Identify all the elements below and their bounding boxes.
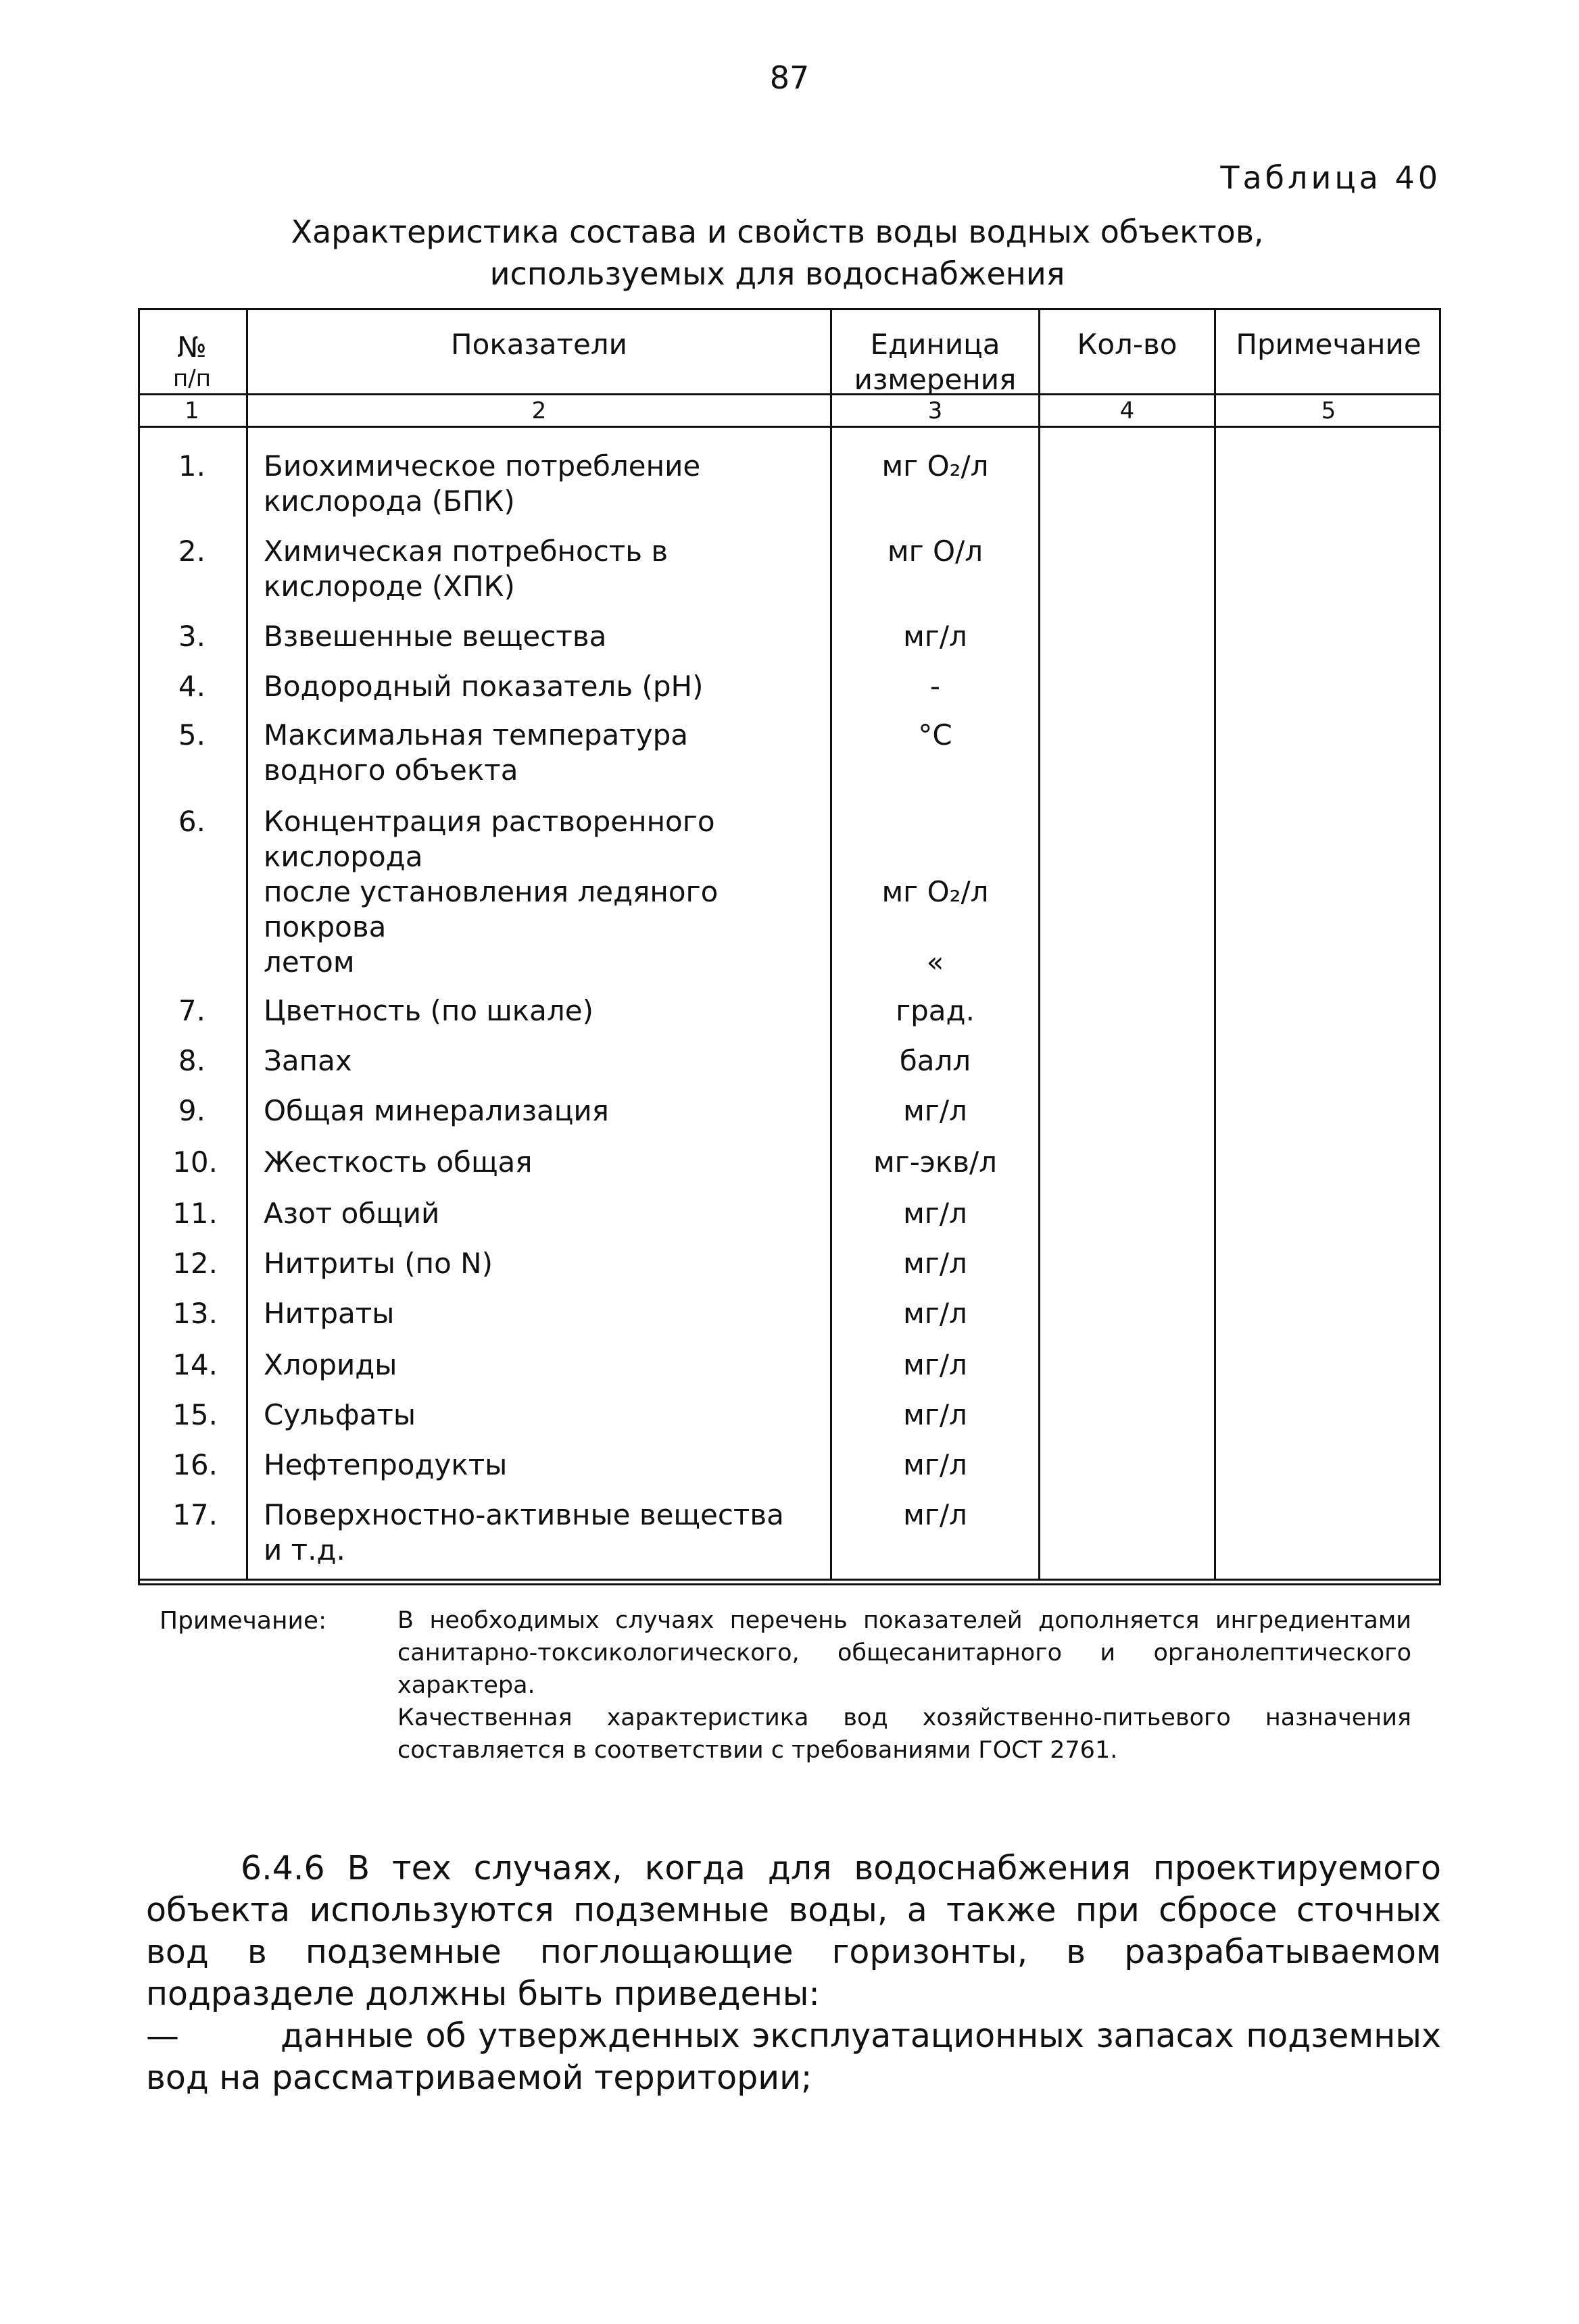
header-number <box>138 330 246 392</box>
header-indicators: Показатели <box>451 328 627 361</box>
row-number: 7. <box>178 994 205 1027</box>
body-paragraph <box>146 1848 1441 2015</box>
row-number: 15. <box>172 1398 218 1431</box>
row-indicator-line: Запах <box>264 1044 352 1077</box>
row-indicator-line: Биохимическое потребление <box>264 449 701 483</box>
row-indicator-line: Нитриты (по N) <box>264 1247 493 1280</box>
row-number: 4. <box>178 670 205 703</box>
header-index: 5 <box>1321 397 1336 424</box>
column-divider <box>1038 308 1040 1579</box>
row-indicator <box>264 1145 825 1180</box>
row-indicator-line: Хлориды <box>264 1348 397 1381</box>
row-indicator-line: после установления ледяного <box>264 875 719 908</box>
row-unit: балл <box>899 1044 971 1077</box>
column-divider <box>830 308 832 1579</box>
row-unit: мг/л <box>903 1247 967 1280</box>
row-unit: град. <box>896 994 975 1027</box>
row-number: 6. <box>178 805 205 838</box>
header-unit-line: Единица <box>870 328 1000 361</box>
row-unit: мг/л <box>903 620 967 653</box>
row-indicator <box>264 993 825 1029</box>
header-divider <box>138 393 1441 395</box>
row-indicator-line: Нитраты <box>264 1297 395 1330</box>
row-number: 1. <box>178 449 205 483</box>
header-unit <box>832 327 1038 397</box>
row-indicator <box>264 669 825 704</box>
row-unit: мг/л <box>903 1398 967 1431</box>
row-number: 17. <box>172 1498 218 1531</box>
note-paragraph: Качественная характеристика вод хозяйственно-питьевого назначения составляется в соответствии с требованиями ГОСТ 2761. <box>397 1704 1411 1764</box>
row-indicator <box>264 534 825 604</box>
row-indicator <box>264 1296 825 1331</box>
row-indicator-line: кислороде (ХПК) <box>264 570 515 603</box>
row-number: 5. <box>178 718 205 751</box>
header-number-line: № <box>177 330 207 364</box>
row-number: 8. <box>178 1044 205 1077</box>
note-divider <box>138 1579 1441 1581</box>
row-indicator <box>264 619 825 654</box>
row-unit: мг/л <box>903 1498 967 1531</box>
dash-bullet-icon: — <box>146 2017 179 2055</box>
row-indicator-line: водного объекта <box>264 753 518 787</box>
row-indicator-line: и т.д. <box>264 1533 345 1566</box>
row-indicator-line: Общая минерализация <box>264 1094 609 1127</box>
row-indicator <box>264 804 825 980</box>
row-unit: мг-экв/л <box>873 1145 998 1179</box>
table-title-line: Характеристика состава и свойств воды водных объектов, <box>291 214 1264 250</box>
row-unit: - <box>929 670 941 703</box>
row-indicator-line: Сульфаты <box>264 1398 416 1431</box>
table-label: Таблица 40 <box>1220 159 1441 196</box>
row-number: 2. <box>178 535 205 568</box>
table-title-line: используемых для водоснабжения <box>489 255 1065 292</box>
row-indicator-line: летом <box>264 945 355 979</box>
page-number: 87 <box>769 59 810 96</box>
row-indicator-line: покрова <box>264 910 387 943</box>
note-text <box>397 1604 1411 1766</box>
row-indicator <box>264 1043 825 1079</box>
body-text <box>146 1848 1441 2099</box>
row-number: 13. <box>172 1297 218 1330</box>
row-unit: « <box>926 945 944 979</box>
row-unit: мг/л <box>903 1448 967 1481</box>
header-index: 1 <box>185 397 199 424</box>
row-unit: мг/л <box>903 1348 967 1381</box>
row-indicator-line: Жесткость общая <box>264 1145 533 1179</box>
row-indicator-line: кислорода (БПК) <box>264 485 515 518</box>
row-number: 16. <box>172 1448 218 1481</box>
row-unit: мг O₂/л <box>881 449 989 483</box>
row-indicator-line: Поверхностно-активные вещества <box>264 1498 784 1531</box>
header-numbers-divider <box>138 426 1441 428</box>
header-index: 3 <box>927 397 943 424</box>
row-indicator <box>264 1398 825 1433</box>
row-indicator-line: Концентрация растворенного <box>264 805 715 838</box>
row-indicator-line: Взвешенные вещества <box>264 620 607 653</box>
row-indicator <box>264 1348 825 1383</box>
row-indicator <box>264 1448 825 1483</box>
row-indicator-line: кислорода <box>264 840 423 873</box>
row-indicator <box>264 1498 825 1568</box>
row-number: 3. <box>178 620 205 653</box>
note-paragraph: В необходимых случаях перечень показателей дополняется ингредиентами санитарно-токсикологического, общесанитарного и органолептического характера. <box>397 1607 1411 1699</box>
column-divider <box>246 308 248 1579</box>
row-indicator-line: Максимальная температура <box>264 718 688 751</box>
row-number: 11. <box>172 1197 218 1230</box>
row-indicator <box>264 1093 825 1129</box>
row-unit: °C <box>918 718 952 751</box>
row-unit: мг O/л <box>887 535 983 568</box>
header-number-line: п/п <box>173 365 211 392</box>
row-indicator-line: Водородный показатель (pH) <box>264 670 704 703</box>
row-unit: мг/л <box>903 1197 967 1230</box>
header-remark: Примечание <box>1236 328 1422 361</box>
row-indicator-line: Химическая потребность в <box>264 535 669 568</box>
header-index: 4 <box>1119 397 1135 424</box>
body-bullet <box>146 2015 1441 2099</box>
header-unit-line: измерения <box>854 363 1017 396</box>
body-paragraph-text: 6.4.6 В тех случаях, когда для водоснабжения проектируемого объекта используются подземные воды, а также при сбросе сточных вод в подземные поглощающие горизонты, в разрабатываемом подразделе должны быть приведены: <box>146 1849 1441 2013</box>
column-divider <box>1214 308 1216 1579</box>
row-indicator-line: Азот общий <box>264 1197 440 1230</box>
body-bullet-text: данные об утвержденных эксплуатационных запасах подземных вод на рассматриваемой территории; <box>146 2017 1441 2097</box>
row-indicator <box>264 1246 825 1281</box>
row-unit: мг O₂/л <box>881 875 989 908</box>
row-number: 10. <box>172 1145 218 1179</box>
row-number: 9. <box>178 1094 205 1127</box>
header-quantity: Кол-во <box>1077 328 1177 361</box>
row-unit: мг/л <box>903 1094 967 1127</box>
row-unit: мг/л <box>903 1297 967 1330</box>
row-number: 12. <box>172 1247 218 1280</box>
table-title <box>203 211 1352 295</box>
row-number: 14. <box>172 1348 218 1381</box>
row-indicator <box>264 449 825 519</box>
row-indicator <box>264 718 825 788</box>
row-indicator-line: Цветность (по шкале) <box>264 994 593 1027</box>
row-indicator <box>264 1196 825 1231</box>
note-label: Примечание: <box>160 1607 327 1635</box>
row-indicator-line: Нефтепродукты <box>264 1448 508 1481</box>
header-index: 2 <box>531 397 547 424</box>
